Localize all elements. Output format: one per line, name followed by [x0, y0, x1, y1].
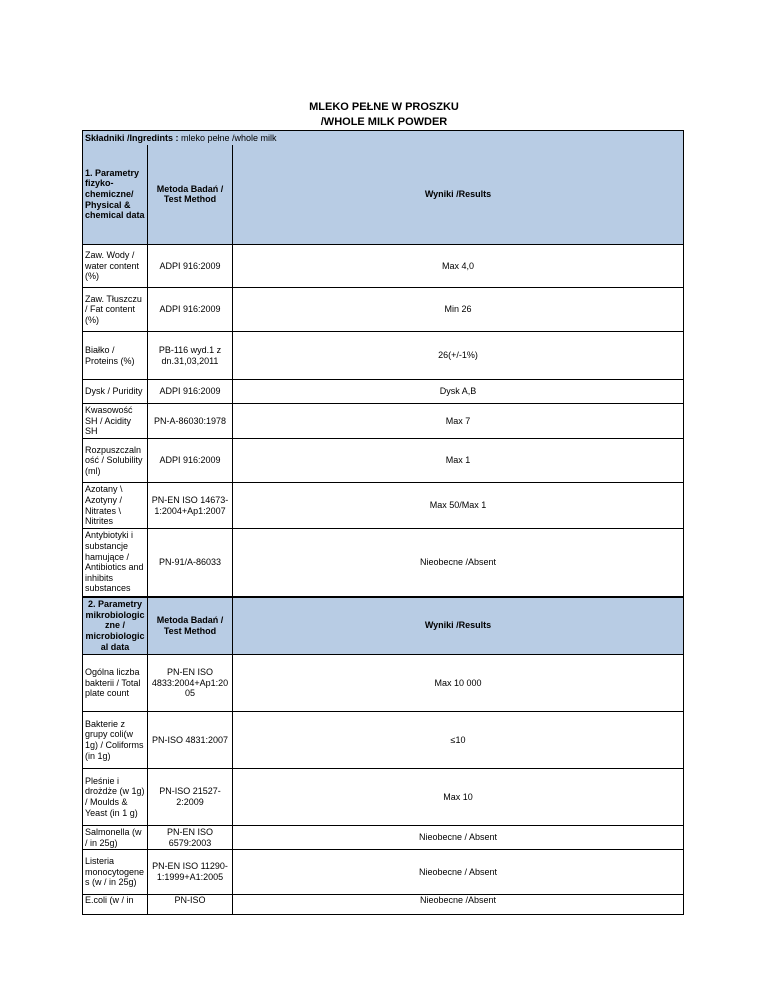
- row-result: Max 1: [233, 439, 684, 483]
- row-method: PN-A-86030:1978: [148, 404, 233, 439]
- row-result: Max 50/Max 1: [233, 483, 684, 529]
- table-row: [83, 483, 684, 529]
- row-parameter: Białko / Proteins (%): [83, 332, 148, 380]
- section1-header-method: [148, 145, 233, 245]
- row-method: PN-EN ISO 11290-1:1999+A1:2005: [148, 850, 233, 895]
- section2-header-row: [83, 597, 684, 655]
- row-result: Max 10: [233, 769, 684, 826]
- table-row: [83, 404, 684, 439]
- document-subtitle: /WHOLE MILK POWDER: [320, 116, 448, 128]
- row-parameter: E.coli (w / in: [83, 895, 148, 915]
- row-method: PN-91/A-86033: [148, 529, 233, 597]
- row-method: PN-ISO: [148, 895, 233, 915]
- row-parameter: Rozpuszczalność / Solubility (ml): [83, 439, 148, 483]
- table-row: [83, 288, 684, 332]
- table-row: [83, 895, 684, 915]
- section1-header-method-text: Metoda Badań / Test Method: [156, 183, 224, 205]
- row-method: PN-EN ISO 14673-1:2004+Ap1:2007: [148, 483, 233, 529]
- row-result: Min 26: [233, 288, 684, 332]
- section2-header-results: Wyniki /Results: [233, 597, 684, 655]
- row-parameter: Pleśnie i drożdże (w 1g) / Moulds & Yeast (in 1 g): [83, 769, 148, 826]
- row-method: ADPI 916:2009: [148, 288, 233, 332]
- row-method: PN-EN ISO 6579:2003: [148, 826, 233, 850]
- table-row: [83, 826, 684, 850]
- row-parameter: Zaw. Wody / water content (%): [83, 245, 148, 288]
- table-row: [83, 439, 684, 483]
- row-parameter: Listeria monocytogenes (w / in 25g): [83, 850, 148, 895]
- row-parameter: Kwasowość SH / Acidity SH: [83, 404, 148, 439]
- row-result: Max 4,0: [233, 245, 684, 288]
- ingredients-value: mleko pełne /whole milk: [178, 132, 277, 143]
- table-row: [83, 529, 684, 597]
- row-result: 26(+/-1%): [233, 332, 684, 380]
- row-parameter: Dysk / Puridity: [83, 380, 148, 404]
- table-row: [83, 655, 684, 712]
- table-row: [83, 332, 684, 380]
- ingredients-row: [83, 131, 684, 145]
- row-parameter: Salmonella (w / in 25g): [83, 826, 148, 850]
- row-parameter: Ogólna liczba bakterii / Total plate count: [83, 655, 148, 712]
- section1-header-row: [83, 145, 684, 245]
- row-parameter: Azotany \ Azotyny / Nitrates \ Nitrites: [83, 483, 148, 529]
- table-row: [83, 380, 684, 404]
- table-row: [83, 245, 684, 288]
- row-parameter: Antybiotyki i substancje hamujące / Antibiotics and inhibits substances: [83, 529, 148, 597]
- row-method: ADPI 916:2009: [148, 245, 233, 288]
- table-row: [83, 769, 684, 826]
- row-method: PN-ISO 4831:2007: [148, 712, 233, 769]
- document-title: MLEKO PEŁNE W PROSZKU: [309, 101, 459, 113]
- row-method: PB-116 wyd.1 z dn.31,03,2011: [148, 332, 233, 380]
- table-row: [83, 712, 684, 769]
- table-row: [83, 850, 684, 895]
- section2-header-parameter: 2. Parametry mikrobiologiczne / microbiological data: [83, 597, 148, 655]
- row-result: Max 10 000: [233, 655, 684, 712]
- row-result: Nieobecne /Absent: [233, 529, 684, 597]
- ingredients-cell: [83, 131, 684, 145]
- row-result: ≤10: [233, 712, 684, 769]
- row-method: ADPI 916:2009: [148, 439, 233, 483]
- row-parameter: Bakterie z grupy coli(w 1g) / Coliforms (in 1g): [83, 712, 148, 769]
- ingredients-label: Składniki /Ingredints :: [85, 132, 179, 143]
- row-method: PN-ISO 21527-2:2009: [148, 769, 233, 826]
- row-result: Nieobecne / Absent: [233, 850, 684, 895]
- section2-header-method: [148, 597, 233, 655]
- row-result: Nieobecne /Absent: [233, 895, 684, 915]
- row-result: Nieobecne / Absent: [233, 826, 684, 850]
- row-method: ADPI 916:2009: [148, 380, 233, 404]
- row-result: Max 7: [233, 404, 684, 439]
- specification-table: [82, 130, 684, 915]
- section1-header-parameter: 1. Parametry fizyko- chemiczne/ Physical & chemical data: [83, 145, 148, 245]
- row-result: Dysk A,B: [233, 380, 684, 404]
- row-parameter: Zaw. Tłuszczu / Fat content (%): [83, 288, 148, 332]
- section1-header-results: Wyniki /Results: [233, 145, 684, 245]
- section2-header-method-text: Metoda Badań / Test Method: [156, 615, 224, 636]
- row-method: PN-EN ISO 4833:2004+Ap1:2005: [148, 655, 233, 712]
